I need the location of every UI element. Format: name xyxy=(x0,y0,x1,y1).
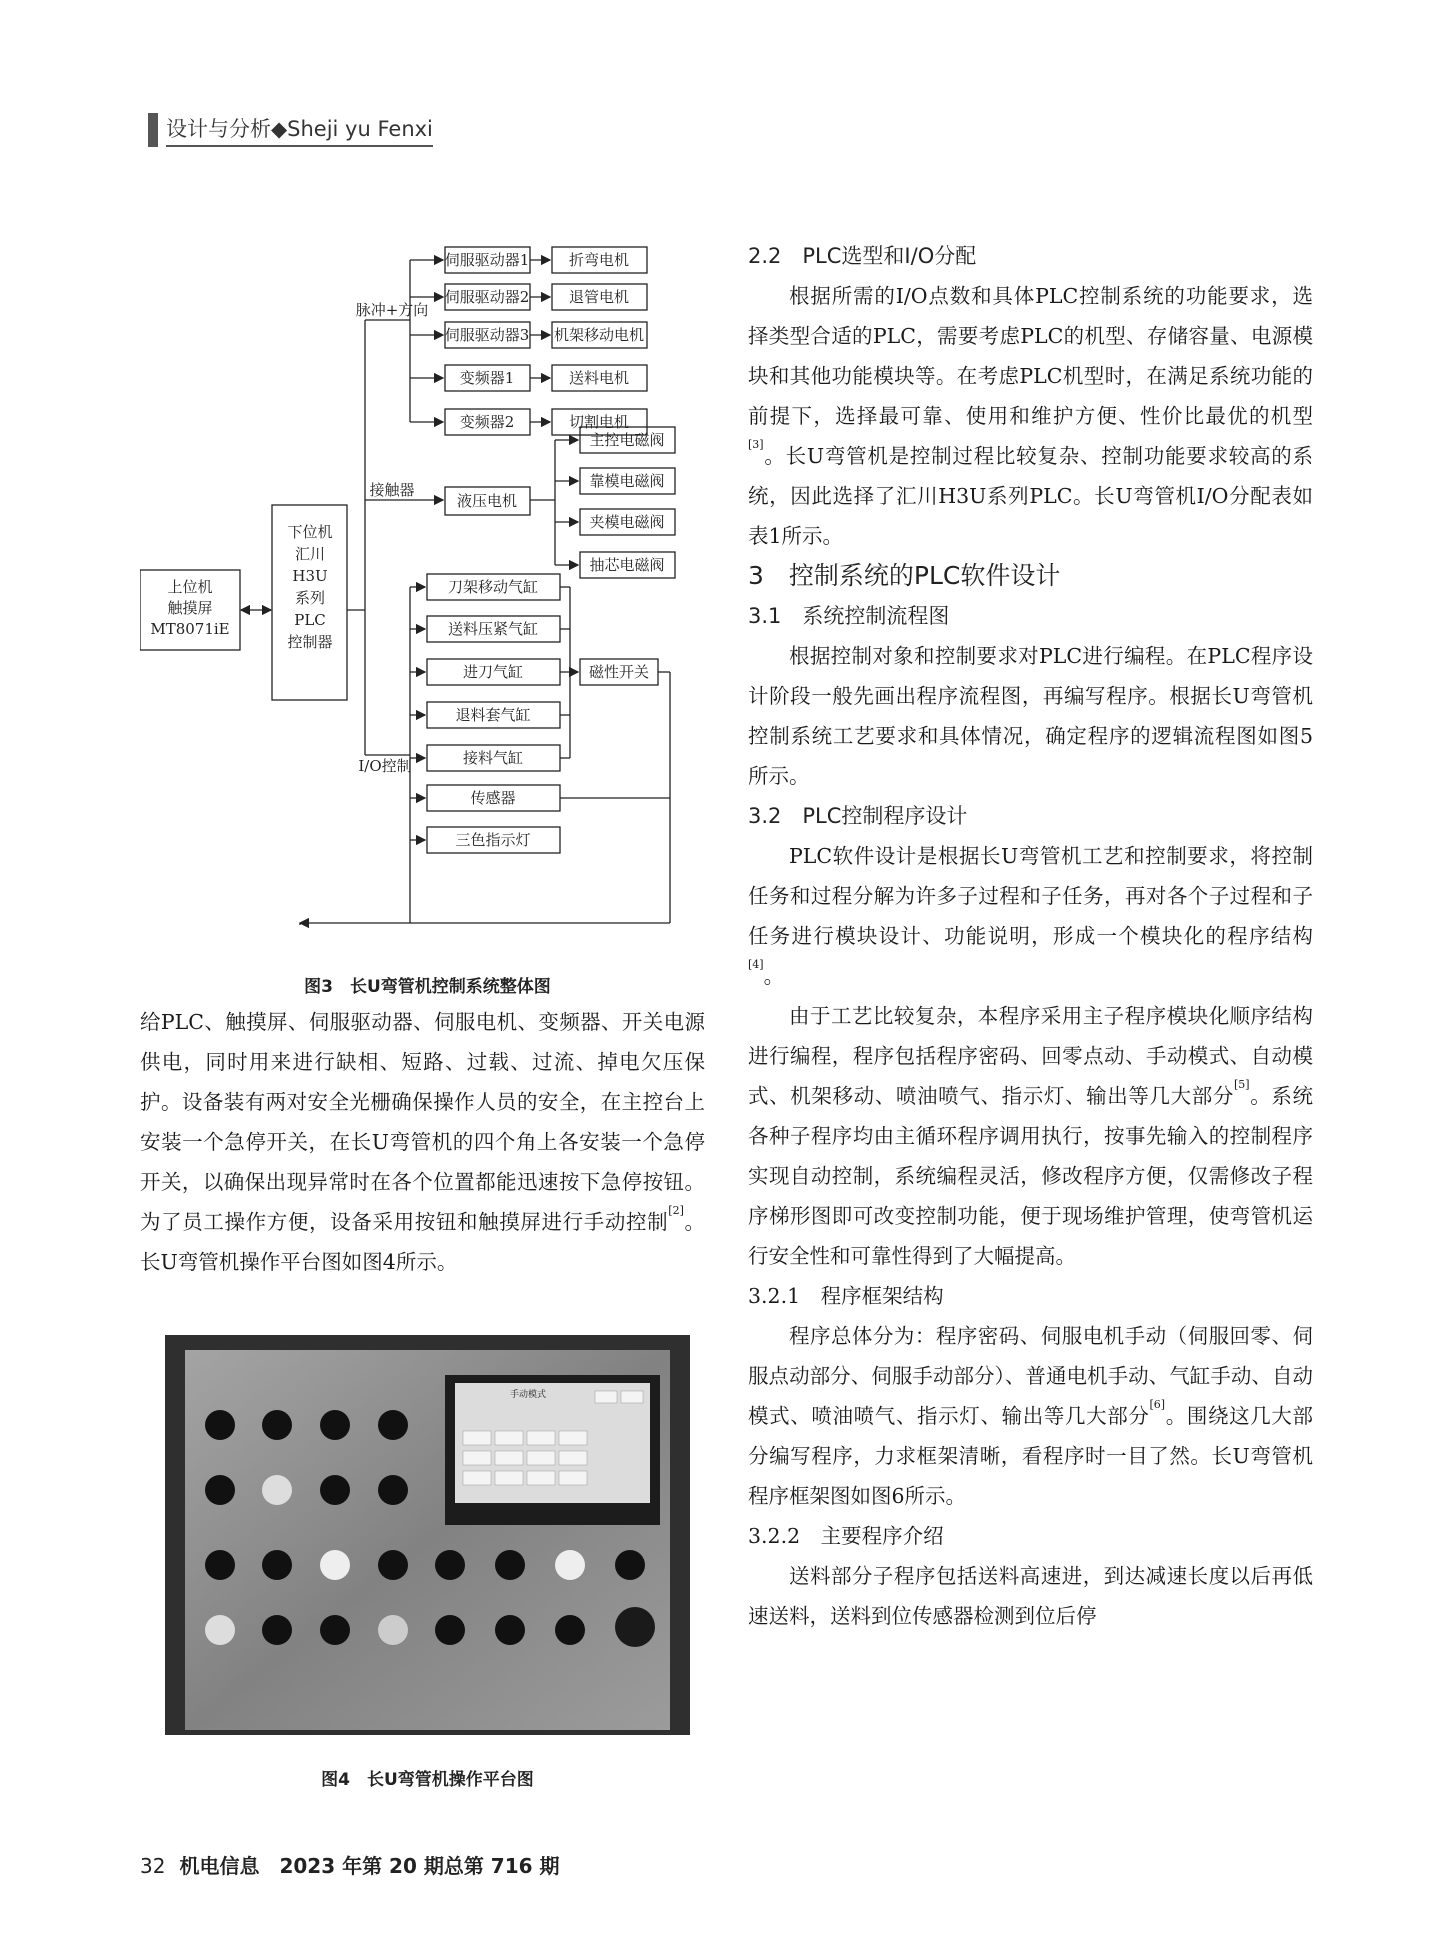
cylinder-3: 进刀气缸 xyxy=(462,663,524,681)
motor-4: 送料电机 xyxy=(568,369,630,387)
cylinder-2: 送料压紧气缸 xyxy=(447,620,539,638)
section-3-2-2-title: 3.2.2 主要程序介绍 xyxy=(748,1524,944,1548)
magnet-switch-box: 磁性开关 xyxy=(588,663,650,681)
plc-line-4: 系列 xyxy=(294,589,326,607)
left-text: 给PLC、触摸屏、伺服驱动器、伺服电机、变频器、开关电源供电，同时用来进行缺相、短路、过载、过流、掉电欠压保护。设备装有两对安全光栅确保操作人员的安全，在主控台上安装一个急停开关，在长U弯管机的四个角上各安装一个急停开关，以确保出现异常时在各个位置都能迅速按下急停按钮。为了员工操作方便，设备采用按钮和触摸屏进行手动控制 xyxy=(140,1010,705,1234)
valve-3: 夹模电磁阀 xyxy=(589,513,665,531)
label-pulse: 脉冲+方向 xyxy=(355,301,429,319)
left-paragraph xyxy=(140,1002,705,1282)
cylinder-5: 接料气缸 xyxy=(462,749,524,767)
hydraulic-motor: 液压电机 xyxy=(456,492,518,510)
s32-p2-text: 由于工艺比较复杂，本程序采用主子程序模块化顺序结构进行编程，程序包括程序密码、回零点动、手动模式、自动模式、机架移动、喷油喷气、指示灯、输出等几大部分 xyxy=(748,1004,1313,1108)
figure-3-caption: 图3 长U弯管机控制系统整体图 xyxy=(304,977,551,997)
s32-text: PLC软件设计是根据长U弯管机工艺和控制要求，将控制任务和过程分解为许多子过程和子任务，再对各个子过程和子任务进行模块设计、功能说明，形成一个模块化的程序结构 xyxy=(748,844,1313,948)
section-3-2-title: 3.2 PLC控制程序设计 xyxy=(748,804,968,828)
cylinder-1: 刀架移动气缸 xyxy=(447,578,539,596)
s22-text-end: 。长U弯管机是控制过程比较复杂、控制功能要求较高的系统，因此选择了汇川H3U系列PLC。长U弯管机I/O分配表如表1所示。 xyxy=(748,444,1313,548)
motor-1: 折弯电机 xyxy=(568,251,630,269)
tricolor-lamp-box: 三色指示灯 xyxy=(455,831,531,849)
motor-5: 切割电机 xyxy=(568,413,630,431)
section-3-2-para-2 xyxy=(748,996,1313,1276)
cylinder-4: 退料套气缸 xyxy=(455,706,531,724)
s32-p2-text-end: 。系统各种子程序均由主循环程序调用执行，按事先输入的控制程序实现自动控制，系统编程灵活，修改程序方便，仅需修改子程序梯形图即可改变控制功能，便于现场维护管理，使弯管机运行安全性和可靠性得到了大幅提高。 xyxy=(748,1084,1314,1268)
plc-line-2: 汇川 xyxy=(294,545,326,563)
host-line-2: 触摸屏 xyxy=(167,599,213,617)
plc-line-6: 控制器 xyxy=(287,633,333,651)
plc-line-3: H3U xyxy=(292,567,328,585)
figure-4-photo xyxy=(165,1335,690,1735)
section-3-2-1-title: 3.2.1 程序框架结构 xyxy=(748,1284,944,1308)
section-3-2-2-para: 送料部分子程序包括送料高速进，到达减速长度以后再低速送料，送料到位传感器检测到位后停 xyxy=(748,1564,1313,1628)
page-footer xyxy=(140,1850,560,1879)
section-3-2-para-1 xyxy=(748,836,1313,996)
ref-3: [3] xyxy=(748,438,764,451)
label-contactor: 接触器 xyxy=(369,481,415,499)
ref-5: [5] xyxy=(1234,1078,1250,1091)
sensor-box: 传感器 xyxy=(470,789,516,807)
plc-line-1: 下位机 xyxy=(287,523,333,541)
figure-3-diagram xyxy=(140,235,715,965)
page-number: 32 xyxy=(140,1854,166,1878)
valve-2: 靠模电磁阀 xyxy=(589,472,665,490)
label-io: I/O控制 xyxy=(358,757,412,775)
host-line-1: 上位机 xyxy=(167,578,213,596)
section-2-2-para xyxy=(748,276,1313,556)
plc-line-5: PLC xyxy=(294,611,326,629)
ref-6: [6] xyxy=(1149,1398,1166,1411)
driver-1: 伺服驱动器1 xyxy=(444,251,530,269)
header-section: 设计与分析◆Sheji yu Fenxi xyxy=(166,113,433,147)
control-system-diagram xyxy=(140,235,715,965)
motor-3: 机架移动电机 xyxy=(553,326,645,344)
motor-2: 退管电机 xyxy=(568,288,630,306)
driver-5: 变频器2 xyxy=(459,413,515,431)
s32-text-end: 。 xyxy=(763,964,785,988)
figure-4-caption: 图4 长U弯管机操作平台图 xyxy=(321,1770,534,1790)
valve-4: 抽芯电磁阀 xyxy=(589,556,665,574)
ref-2: [2] xyxy=(668,1204,684,1217)
s22-text: 根据所需的I/O点数和具体PLC控制系统的功能要求，选择类型合适的PLC，需要考虑PLC的机型、存储容量、电源模块和其他功能模块等。在考虑PLC机型时，在满足系统功能的前提下，选择最可靠、使用和维护方便、性价比最优的机型 xyxy=(748,284,1313,428)
section-2-2-title: 2.2 PLC选型和I/O分配 xyxy=(748,244,977,268)
right-column xyxy=(748,236,1313,1636)
left-column xyxy=(140,1002,705,1282)
section-3-title: 3 控制系统的PLC软件设计 xyxy=(748,561,1061,590)
driver-4: 变频器1 xyxy=(459,369,515,387)
host-line-3: MT8071iE xyxy=(150,620,230,638)
header-bar xyxy=(148,113,158,147)
driver-3: 伺服驱动器3 xyxy=(444,326,530,344)
valve-1: 主控电磁阀 xyxy=(589,431,665,449)
left-text-end: 。长U弯管机操作平台图如图4所示。 xyxy=(140,1210,706,1274)
ref-4: [4] xyxy=(748,958,764,971)
journal-info: 机电信息 2023 年第 20 期总第 716 期 xyxy=(179,1854,560,1878)
s321-text-end: 。围绕这几大部分编写程序，力求框架清晰，看程序时一目了然。长U弯管机程序框架图如图6所示。 xyxy=(748,1404,1314,1508)
driver-2: 伺服驱动器2 xyxy=(444,288,530,306)
section-3-1-title: 3.1 系统控制流程图 xyxy=(748,604,950,628)
section-3-1-para: 根据控制对象和控制要求对PLC进行编程。在PLC程序设计阶段一般先画出程序流程图，再编写程序。根据长U弯管机控制系统工艺要求和具体情况，确定程序的逻辑流程图如图5所示。 xyxy=(748,644,1313,788)
section-3-2-1-para xyxy=(748,1316,1313,1516)
s321-text: 程序总体分为：程序密码、伺服电机手动（伺服回零、伺服点动部分、伺服手动部分）、普通电机手动、气缸手动、自动模式、喷油喷气、指示灯、输出等几大部分 xyxy=(748,1324,1313,1428)
running-header xyxy=(148,110,433,150)
screen-title: 手动模式 xyxy=(510,1390,547,1400)
